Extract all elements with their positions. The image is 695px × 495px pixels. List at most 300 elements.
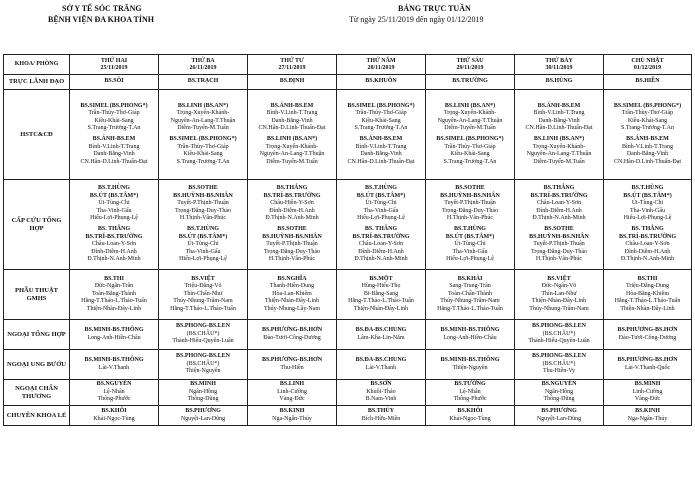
table-row <box>4 75 692 90</box>
duty-line: Thúy-Nhung-Trâm-Nam <box>529 305 589 312</box>
day-header <box>248 55 337 75</box>
duty-cell <box>515 180 604 270</box>
duty-line: BS.MINH-BS.THÔNG <box>440 356 500 363</box>
duty-line: Kiều-Khải-Sang <box>361 117 401 124</box>
duty-line: Bích-Hữu-Miền <box>361 415 401 422</box>
duty-line: Hòa-Bằng-Khiêm <box>626 290 669 297</box>
duty-line: BS.TRÍ-BS.TRƯỜNG <box>85 233 143 240</box>
duty-line: BS.T.HÙNG <box>365 185 397 192</box>
duty-line: BS.PHƯƠNG-BS.HƠN <box>617 356 678 363</box>
duty-line: BS.SƠN <box>370 381 392 388</box>
duty-line: BS.SIMEL (BS.PHONG*) <box>347 102 415 109</box>
duty-line: BS.HUỲNH-BS.NHÂN <box>262 233 322 240</box>
duty-line: BS.ÚT (BS.TÂM*) <box>178 233 228 240</box>
duty-line: BS.SIMEL (BS.PHONG*) <box>436 136 504 142</box>
duty-line: Diễm-Tuyến-M.Tuấn <box>533 158 585 165</box>
duty-line: BS.SIMEL (BS.PHONG*) <box>80 102 148 109</box>
day-date: 26/11/2019 <box>189 64 217 71</box>
duty-line: H.Thịnh-Vân-Phúc <box>179 215 227 222</box>
duty-line: BS.PHƯƠNG <box>185 407 221 414</box>
duty-line: BS.VIỆT <box>547 275 571 282</box>
table-row <box>4 320 692 350</box>
duty-line: Út-Tùng-Chi <box>98 200 130 207</box>
day-name: THỨ TƯ <box>280 57 304 64</box>
duty-line: BS.ÚT (BS.TÂM*) <box>356 192 406 199</box>
duty-line: Tha-Vinh-Gấu <box>185 248 221 255</box>
duty-line: BS.THẮNG <box>276 185 308 192</box>
duty-line: Tha-Vinh-Gấu <box>630 207 665 214</box>
duty-line: Đ.Thịnh-N.Anh-Minh <box>354 256 408 263</box>
duty-line: Thiện-Nguyên <box>185 368 221 375</box>
duty-line: Bình-V.Linh-T.Trang <box>266 110 318 117</box>
duty-cell <box>426 380 515 406</box>
duty-line: BS.ÁNH-BS.EM <box>537 102 581 109</box>
duty-line: CN.Hân-D.Linh-Thuấn-Đạt <box>614 158 681 165</box>
duty-line: Bi-Bằng-Sang <box>363 290 399 297</box>
duty-line: Đức-Ngân-Võ <box>541 283 577 290</box>
duty-line: Bình-V.Linh-T.Trang <box>88 143 140 150</box>
duty-line: BS.TRÍ-BS.TRƯỜNG <box>530 192 588 199</box>
duty-line: Nguyên-An-Lang-T.Thuận <box>259 151 325 158</box>
duty-line: Hằng-T.Thảo-L.Thảo-Tuấn <box>81 298 147 305</box>
duty-cell <box>70 75 159 90</box>
day-name: THỨ HAI <box>100 57 128 64</box>
duty-cell <box>426 90 515 180</box>
duty-line: Thông-Phước <box>97 396 131 403</box>
day-name: THỨ BA <box>191 57 215 64</box>
day-name: THỨ NĂM <box>366 57 396 64</box>
duty-line: Thông-Dũng <box>187 396 219 403</box>
duty-line: Trần-Thùy-Thơ-Giáp <box>621 110 674 117</box>
duty-line: Vàng-Đức <box>634 396 661 403</box>
duty-cell <box>426 75 515 90</box>
duty-line: Út-Tùng-Chi <box>631 200 664 207</box>
duty-line: Châu-Loan-Y-Sơn <box>358 241 404 248</box>
duty-line: Bình-V.Linh-T.Trang <box>622 143 673 150</box>
day-date: 30/11/2019 <box>545 64 573 71</box>
duty-line: BS.ĐA-BS.CHUNG <box>355 326 407 333</box>
duty-cell <box>515 75 604 90</box>
duty-line: BS.VIỆT <box>191 275 215 282</box>
duty-line: BS.SOTHE <box>544 226 574 232</box>
duty-line: S.Trang-Trương-T.An <box>354 125 408 132</box>
duty-line: Trọng-Xuyến-Khánh- <box>443 110 497 117</box>
day-date: 27/11/2019 <box>278 64 306 71</box>
duty-line: (BS.CHÂU*) <box>542 360 576 367</box>
duty-line: BS.ÁNH-BS.EM <box>626 136 669 142</box>
duty-line: Lài-V.Thanh-Quốc <box>624 364 671 371</box>
duty-line: Triệu-Đăng-Võ <box>184 283 222 290</box>
duty-line: Linh-Cường <box>277 388 307 395</box>
day-header-row <box>4 55 692 75</box>
duty-line: Tha-Vinh-Gấu <box>452 248 488 255</box>
duty-line: Thông-Dũng <box>543 396 575 403</box>
duty-cell <box>70 90 159 180</box>
duty-line: BS.LINH (BS.AN*) <box>533 136 585 142</box>
duty-line: Lài-V.Thanh <box>365 364 397 371</box>
table-row <box>4 90 692 180</box>
duty-line: BS.PHONG-BS.LEN <box>531 353 586 360</box>
duty-line: Đ.Thịnh-N.Anh-Minh <box>620 256 675 263</box>
duty-line: BS.TRÍ-BS.TRƯỜNG <box>618 233 677 240</box>
duty-line: Tuyết-P.Thịnh-Thuận <box>266 241 318 248</box>
duty-line: BS.PHƯƠNG-BS.HƠN <box>617 326 678 333</box>
duty-line: Long-Anh-Hiền-Châu <box>443 334 497 341</box>
duty-line: Diễm-Tuyến-M.Tuấn <box>444 125 496 132</box>
duty-line: BS.PHONG-BS.LEN <box>175 323 230 330</box>
duty-cell <box>426 406 515 426</box>
duty-cell <box>515 350 604 380</box>
duty-cell <box>70 380 159 406</box>
day-name: THỨ SÁU <box>456 57 484 64</box>
duty-line: Trần-Thùy-Thơ-Giáp <box>177 143 229 150</box>
day-date: 28/11/2019 <box>367 64 395 71</box>
day-name: CHỦ NHẬT <box>631 57 664 64</box>
duty-line: B.Nam-Vinh <box>365 396 397 403</box>
duty-cell <box>248 75 337 90</box>
duty-line: Danh-Bằng-Vinh <box>626 151 669 158</box>
duty-line: Danh-Bằng-Vinh <box>538 117 580 124</box>
duty-line: BS.PHONG-BS.LEN <box>531 323 586 330</box>
duty-line: Triệu-Đăng-Dung <box>625 283 670 290</box>
duty-line: BS.TƯỜNG <box>454 381 486 388</box>
duty-line: BS.ĐỊNH <box>279 78 305 85</box>
duty-cell <box>604 320 692 350</box>
day-date: 01/12/2019 <box>633 64 662 71</box>
duty-line: BS.MỘT <box>369 275 393 282</box>
duty-line: Lệ-Nhân <box>459 388 481 395</box>
duty-line: BS.TRÍ-BS.TRƯỜNG <box>352 233 410 240</box>
day-date: 25/11/2019 <box>100 64 128 71</box>
duty-line: Bình-V.Linh-T.Trang <box>533 110 585 117</box>
duty-line: BS.KINH <box>635 407 660 414</box>
duty-line: BS.MINH-BS.THÔNG <box>440 326 500 333</box>
duty-line: BS.T.HÙNG <box>454 226 486 232</box>
table-row <box>4 380 692 406</box>
duty-line: Thiện-Nhàn-Đây-Linh <box>620 305 675 312</box>
table-row <box>4 180 692 270</box>
duty-line: Hòa-Lan-Khiêm <box>272 290 312 297</box>
day-name: THỨ BẢY <box>545 57 573 64</box>
duty-line: BS.SOTHE <box>188 185 218 192</box>
duty-line: BS.THI <box>104 275 124 282</box>
duty-cell <box>248 350 337 380</box>
duty-line: BS.T.HÙNG <box>98 185 130 192</box>
duty-line: Ngân-Hồng <box>544 388 574 395</box>
duty-line: Đ.Thịnh-N.Anh-Minh <box>532 215 586 222</box>
duty-line: BS.HUỲNH-BS.NHÂN <box>440 192 500 199</box>
duty-line: Hằng-T.Thảo-L.Thảo-Tuấn <box>437 305 503 312</box>
duty-cell <box>337 180 426 270</box>
duty-line: BS.PHƯƠNG-BS.HƠN <box>261 326 323 333</box>
duty-line: BS.TRẠCH <box>187 78 219 85</box>
duty-line: BS.HUỲNH-BS.NHÂN <box>529 233 589 240</box>
duty-line: BS.MINH <box>634 381 661 388</box>
duty-line: S.Trang-Trương-T.An <box>176 158 230 165</box>
duty-line: Khải-Ngọc-Tùng <box>449 415 491 422</box>
duty-line: BS.SOTHE <box>277 226 307 232</box>
duty-line: BS.T.HÙNG <box>187 226 219 232</box>
duty-line: Châu-Loan-Y-Sơn <box>625 241 670 248</box>
duty-line: Thìn-Lan-Như <box>541 290 577 297</box>
day-header <box>159 55 248 75</box>
duty-line: Hiếu-Lợi-Phụng-Lệ <box>90 215 138 222</box>
duty-line: BS.HÙNG <box>545 78 573 85</box>
duty-line: Thành-Hiếu-Quyên-Luân <box>528 338 590 345</box>
duty-line: Út-Tùng-Chi <box>454 241 486 248</box>
duty-line: Trần-Thùy-Thơ-Giáp <box>88 110 140 117</box>
duty-line: Đào-Tươi-Công-Dương <box>263 334 321 341</box>
duty-line: Trần-Thùy-Thơ-Giáp <box>444 143 496 150</box>
duty-line: Long-Anh-Hiền-Châu <box>87 334 141 341</box>
duty-line: Thúy-Nhung-Lầy-Nam <box>264 305 320 312</box>
department-label: NGOẠI TỔNG HỢP <box>4 320 70 350</box>
duty-cell <box>337 380 426 406</box>
duty-line: Hiếu-Lợi-Phụng-Lệ <box>623 215 672 222</box>
day-header <box>426 55 515 75</box>
duty-cell <box>248 406 337 426</box>
duty-cell <box>70 350 159 380</box>
duty-line: (BS.CHÂU*) <box>542 330 576 337</box>
department-label: HSTC&CĐ <box>4 90 70 180</box>
duty-line: Danh-Bằng-Vinh <box>271 117 313 124</box>
duty-line: Đình-Diễm-H.Anh <box>269 207 315 214</box>
duty-line: Thìn-Chấn-Như <box>183 290 223 297</box>
duty-cell <box>337 406 426 426</box>
duty-line: Trọng-Đăng-Duy-Thảo <box>530 248 588 255</box>
duty-line: BS. THẮNG <box>364 226 398 232</box>
duty-cell <box>159 75 248 90</box>
duty-line: Trọng-Đăng-Duy-Thảo <box>441 207 499 214</box>
duty-line: Hùng-Hiếu-Thọ <box>361 283 401 290</box>
day-header <box>337 55 426 75</box>
duty-line: BS.ÚT (BS.TÂM*) <box>445 233 495 240</box>
duty-cell <box>248 380 337 406</box>
duty-line: Trọng-Xuyến-Khánh- <box>532 143 586 150</box>
duty-line: BS.PHƯƠNG <box>541 407 577 414</box>
duty-line: H.Thịnh-Vân-Phúc <box>268 256 316 263</box>
duty-line: BS.KINH <box>279 407 305 414</box>
duty-line: Út-Tùng-Chi <box>365 200 397 207</box>
duty-line: BS.SÔI <box>104 78 124 85</box>
table-row <box>4 406 692 426</box>
duty-line: BS.KHẢI <box>457 275 483 282</box>
duty-line: Danh-Bằng-Vinh <box>360 151 402 158</box>
duty-line: BS.LINH (BS.AN*) <box>177 102 229 109</box>
duty-line: Thiện-Nhàn-Đây-Linh <box>264 298 320 305</box>
duty-line: Diễm-Tuyến-M.Tuấn <box>177 125 229 132</box>
duty-cell <box>515 406 604 426</box>
duty-line: Thành-Hiếu-Quyên-Luân <box>172 338 234 345</box>
duty-line: Nga-Ngân-Thủy <box>272 415 312 422</box>
duty-line: Kiều-Khải-Sang <box>450 151 490 158</box>
duty-line: Tuyết-P.Thịnh-Thuận <box>533 241 585 248</box>
duty-line: Khải-Ngọc-Tùng <box>93 415 135 422</box>
duty-line: Tuyết-P.Thịnh-Thuận <box>444 200 496 207</box>
duty-line: CN.Hân-D.Linh-Thuấn-Đạt <box>80 158 148 165</box>
department-label: PHẪU THUẬT GMHS <box>4 270 70 320</box>
duty-line: BS.LINH (BS.AN*) <box>266 136 318 142</box>
duty-cell <box>248 270 337 320</box>
department-label: CẤP CỨU TỔNG HỢP <box>4 180 70 270</box>
duty-line: Trọng-Xuyến-Khánh- <box>176 110 230 117</box>
schedule-date-range: Từ ngày 25/11/2019 đến ngày 01/12/2019 <box>349 15 484 24</box>
duty-line: BS.ÁNH-BS.EM <box>92 136 136 142</box>
duty-line: Hiếu-Lợi-Phụng-Lệ <box>179 256 227 263</box>
duty-line: BS.THI <box>637 275 658 282</box>
table-row <box>4 270 692 320</box>
duty-cell <box>604 406 692 426</box>
duty-line: Nguyệt-Lan-Dũng <box>536 415 582 422</box>
duty-cell <box>159 90 248 180</box>
duty-line: Nguyên-An-Lang-T.Thuận <box>526 151 592 158</box>
duty-line: Lâm-Kha-Lin-Năm <box>357 334 405 341</box>
duty-line: Tha-Vinh-Gấu <box>96 207 132 214</box>
duty-line: Hằng-T.Thảo-L.Thảo-Tuấn <box>614 298 681 305</box>
duty-cell <box>248 90 337 180</box>
day-header <box>604 55 692 75</box>
duty-line: Sang-Trung-Trân <box>449 283 491 290</box>
duty-line: Thiện-Nhàn-Đây-Linh <box>353 305 409 312</box>
duty-cell <box>426 350 515 380</box>
duty-line: Toàn-Chấn-Thành <box>448 290 492 297</box>
duty-line: Danh-Bằng-Vinh <box>93 151 135 158</box>
duty-line: Thiện-Nguyên <box>452 364 488 371</box>
duty-line: BS.TRÍ-BS.TRƯỜNG <box>263 192 321 199</box>
duty-cell <box>515 320 604 350</box>
duty-line: Trọng-Đăng-Duy-Thảo <box>263 248 321 255</box>
duty-line: BS. THẮNG <box>631 226 664 232</box>
duty-line: BS.THẮNG <box>543 185 575 192</box>
duty-line: Khuôi-Thảo <box>366 388 396 395</box>
duty-line: Nguyên-An-Lang-T.Thuận <box>170 117 236 124</box>
duty-line: Vàng-Đức <box>279 396 305 403</box>
duty-cell <box>604 270 692 320</box>
duty-line: H.Thịnh-Vân-Phúc <box>446 215 494 222</box>
duty-cell <box>159 320 248 350</box>
duty-line: Út-Tùng-Chi <box>187 241 219 248</box>
duty-cell <box>248 180 337 270</box>
duty-cell <box>159 406 248 426</box>
duty-cell <box>515 90 604 180</box>
duty-line: BS.LINH (BS.AN*) <box>444 102 496 109</box>
duty-line: Thiện-Nhàn-Đây-Linh <box>86 305 142 312</box>
duty-line: BS.ĐA-BS.CHUNG <box>355 356 407 363</box>
duty-line: BS.ÚT (BS.TÂM*) <box>89 192 139 199</box>
duty-line: Thông-Phước <box>453 396 487 403</box>
duty-line: BS.NGHĨA <box>277 275 307 282</box>
duty-line: Châu-Loan-Y-Sơn <box>536 200 582 207</box>
duty-line: Lệ-Nhân <box>103 388 125 395</box>
duty-line: Nguyệt-Lan-Dũng <box>180 415 226 422</box>
duty-cell <box>70 180 159 270</box>
duty-cell <box>337 270 426 320</box>
duty-line: BS.NGUYÊN <box>96 381 132 388</box>
duty-roster-table <box>3 54 692 426</box>
duty-cell <box>337 350 426 380</box>
duty-line: BS.MINH-BS.THÔNG <box>84 326 144 333</box>
duty-line: Bình-V.Linh-T.Trang <box>355 143 407 150</box>
duty-line: Lài-V.Thanh <box>98 364 130 371</box>
day-date: 29/11/2019 <box>456 64 484 71</box>
duty-line: Đình-Diễm-H.Anh <box>536 207 582 214</box>
duty-line: S.Trang-Trương-T.An <box>443 158 497 165</box>
duty-line: BS.THỦY <box>367 407 395 414</box>
duty-line: BS.SIMEL (BS.PHONG*) <box>169 136 237 142</box>
duty-line: BS.NGUYÊN <box>541 381 577 388</box>
department-label: CHUYÊN KHOA LẺ <box>4 406 70 426</box>
duty-cell <box>426 270 515 320</box>
duty-cell <box>604 90 692 180</box>
duty-line: Thúy-Nhung-Trâm-Nam <box>440 298 500 305</box>
duty-line: Đình-Diễm-H.Anh <box>358 248 404 255</box>
duty-line: Nga-Ngân-Thủy <box>627 415 668 422</box>
duty-line: BS.KHÔI <box>457 407 483 414</box>
duty-line: Hiếu-Lợi-Phụng-Lệ <box>446 256 494 263</box>
duty-line: Trọng-Đăng-Duy-Thảo <box>174 207 232 214</box>
schedule-title: BẢNG TRỰC TUẦN <box>398 4 471 13</box>
duty-line: BS.TRƯỜNG <box>452 78 488 85</box>
duty-line: Hằng-T.Thảo-L.Thảo-Tuấn <box>348 298 414 305</box>
duty-line: BS.PHONG-BS.LEN <box>175 353 230 360</box>
duty-line: Tuyết-P.Thịnh-Thuận <box>177 200 229 207</box>
duty-cell <box>70 270 159 320</box>
duty-line: Đình-Diễm-H.Anh <box>624 248 671 255</box>
duty-line: CN.Hân-D.Linh-Thuấn-Đạt <box>525 125 593 132</box>
duty-line: Kiều-Khải-Sang <box>183 151 223 158</box>
duty-cell <box>604 350 692 380</box>
duty-line: Thiện-Nhàn-Đây-Linh <box>531 298 587 305</box>
duty-line: BS.SIMEL (BS.PHONG*) <box>613 102 682 109</box>
duty-cell <box>604 180 692 270</box>
duty-line: Thanh-Hiền-Dung <box>269 283 315 290</box>
duty-cell <box>515 380 604 406</box>
department-label: NGOẠI UNG BƯỚU <box>4 350 70 380</box>
org-department: SỞ Y TẾ SÓC TRĂNG <box>62 4 142 13</box>
duty-line: Hằng-T.Thảo-L.Thảo-Tuấn <box>170 305 236 312</box>
duty-line: Thu-Hiền-Vy <box>543 368 575 375</box>
duty-cell <box>337 320 426 350</box>
duty-line: BS.ÚT (BS.TÂM*) <box>623 192 672 199</box>
duty-line: BS.ÁNH-BS.EM <box>359 136 403 142</box>
duty-cell <box>337 75 426 90</box>
duty-cell <box>70 406 159 426</box>
duty-line: Thúy-Nhung-Trâm-Nam <box>173 298 233 305</box>
department-label: NGOẠI CHẤN THƯƠNG <box>4 380 70 406</box>
duty-line: Đình-Diễm-H.Anh <box>91 248 137 255</box>
corner-header: KHOA/ PHÒNG <box>4 55 70 75</box>
duty-line: Kiều-Khải-Sang <box>627 117 668 124</box>
duty-line: BS.KHUÔN <box>365 78 397 85</box>
duty-line: BS.T.HÙNG <box>631 185 664 192</box>
duty-line: BS. THẮNG <box>97 226 131 232</box>
duty-cell <box>70 320 159 350</box>
duty-line: Tha-Vinh-Gấu <box>363 207 399 214</box>
duty-cell <box>159 380 248 406</box>
duty-cell <box>248 320 337 350</box>
duty-cell <box>159 270 248 320</box>
duty-line: H.Thịnh-Vân-Phúc <box>535 256 583 263</box>
duty-line: Nguyên-An-Lang-T.Thuận <box>437 117 503 124</box>
duty-cell <box>159 350 248 380</box>
duty-line: BS.SOTHE <box>455 185 485 192</box>
duty-line: (BS.CHÂU*) <box>186 330 220 337</box>
duty-line: BS.ÁNH-BS.EM <box>270 102 314 109</box>
day-header <box>70 55 159 75</box>
duty-line: Thu-Hiền <box>280 364 304 371</box>
duty-line: BS.HUỲNH-BS.NHÂN <box>173 192 233 199</box>
duty-line: Hiếu-Lợi-Phụng-Lệ <box>357 215 405 222</box>
